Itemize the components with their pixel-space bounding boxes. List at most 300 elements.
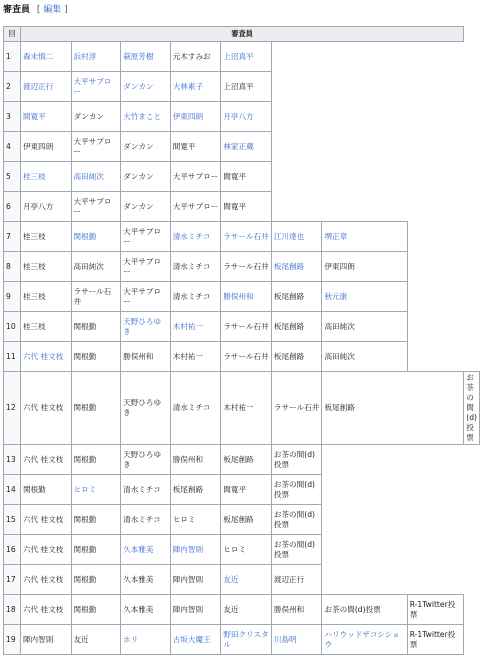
judge-cell: [121, 312, 171, 342]
judge-cell: [71, 72, 121, 102]
judge-cell: [71, 42, 121, 72]
table-row: [4, 625, 480, 655]
judge-cell: [221, 625, 272, 655]
judge-name: 友近: [223, 604, 239, 614]
judge-cell: [221, 312, 272, 342]
judge-name: 陣内智則: [22, 634, 54, 644]
judge-name: ラサール石井: [223, 351, 269, 361]
table-row: [4, 372, 480, 445]
judge-link[interactable]: 友近: [223, 574, 239, 584]
judge-cell: [407, 625, 464, 655]
empty-cell: [271, 192, 322, 222]
judge-name: 高田純次: [324, 351, 355, 361]
judge-name: 間寛平: [223, 484, 247, 494]
judge-cell: [71, 132, 121, 162]
judge-name: 上沼真平: [223, 81, 254, 91]
judge-cell: [20, 282, 71, 312]
judge-name: 勝俣州和: [172, 454, 204, 464]
judge-name: 桂三枝: [22, 231, 46, 241]
judge-name: 勝俣州和: [123, 351, 154, 361]
judge-cell: [121, 475, 171, 505]
judge-cell: [221, 535, 272, 565]
empty-cell: [322, 132, 407, 162]
round-number: 4: [4, 132, 21, 162]
judge-cell: [121, 162, 171, 192]
judge-cell: [221, 102, 272, 132]
judge-link[interactable]: 関根勤: [73, 231, 97, 241]
table-row: [4, 162, 480, 192]
table-row: [4, 445, 480, 475]
judge-name: 間寛平: [223, 171, 247, 181]
judge-name: 陣内智則: [172, 604, 204, 614]
judge-cell: [221, 132, 272, 162]
column-header-round: 回: [4, 27, 21, 42]
round-number: 6: [4, 192, 21, 222]
judge-cell: [121, 595, 171, 625]
table-row: [4, 282, 480, 312]
judge-link[interactable]: 古坂大魔王: [172, 634, 211, 644]
judge-cell: [221, 42, 272, 72]
judge-name: 木村祐一: [223, 403, 254, 412]
judge-link[interactable]: 大竹まこと: [123, 111, 162, 121]
empty-cell: [322, 72, 407, 102]
empty-cell: [271, 162, 322, 192]
judge-cell: [170, 535, 221, 565]
judge-name: 高田純次: [73, 261, 104, 271]
judge-cell: [71, 565, 121, 595]
empty-cell: [407, 102, 464, 132]
judge-link[interactable]: 浜村淳: [73, 51, 97, 61]
judge-name: 関根勤: [73, 321, 97, 331]
judge-link[interactable]: 高田純次: [73, 171, 104, 181]
judge-cell: [221, 372, 272, 445]
judge-name: 六代 桂文枝: [22, 454, 64, 464]
judge-name: 板尾創路: [273, 291, 305, 301]
empty-cell: [322, 192, 407, 222]
judge-cell: [121, 132, 171, 162]
empty-cell: [407, 42, 464, 72]
round-number: 2: [4, 72, 21, 102]
judge-name: 関根勤: [73, 454, 97, 464]
edit-bracket-open: [: [36, 5, 41, 15]
judge-link[interactable]: 江川達也: [273, 231, 305, 241]
judge-name: ヒロミ: [172, 514, 196, 524]
judge-cell: [20, 535, 71, 565]
table-row: [4, 565, 480, 595]
judge-name: 伊東四朗: [324, 261, 355, 271]
judge-cell: [322, 222, 407, 252]
judge-cell: [170, 42, 221, 72]
judge-link[interactable]: 秋元康: [324, 291, 348, 301]
judge-name: 関根勤: [73, 574, 97, 584]
empty-cell: [322, 475, 407, 505]
empty-cell: [407, 72, 464, 102]
judge-name: 関根勤: [73, 604, 97, 614]
judge-cell: [170, 162, 221, 192]
judge-cell: [20, 372, 71, 445]
table-row: [4, 192, 480, 222]
empty-cell: [407, 252, 464, 282]
judge-cell: [71, 312, 121, 342]
table-row: [4, 222, 480, 252]
judge-link[interactable]: 伊東四朗: [172, 111, 204, 121]
edit-bracket-close: ]: [64, 5, 68, 15]
judge-cell: [170, 132, 221, 162]
judge-name: ラサール石井: [73, 286, 112, 306]
empty-cell: [407, 162, 464, 192]
judge-cell: [322, 372, 464, 445]
judge-cell: [20, 102, 71, 132]
round-number: 16: [4, 535, 21, 565]
judge-name: 元木すみお: [172, 51, 211, 61]
judge-cell: [221, 505, 272, 535]
judge-cell: [20, 342, 71, 372]
judge-link[interactable]: 六代 桂文枝: [22, 351, 64, 361]
judge-cell: [322, 595, 407, 625]
judge-name: 天野ひろゆき: [123, 398, 162, 417]
judge-link[interactable]: 陣内智則: [172, 544, 204, 554]
judge-cell: [71, 282, 121, 312]
judge-cell: [271, 282, 322, 312]
judge-cell: [71, 372, 121, 445]
judge-name: お茶の間(d)投票: [466, 373, 477, 442]
table-row: [4, 252, 480, 282]
judge-link[interactable]: 野田クリスタル: [223, 629, 269, 649]
judge-link[interactable]: 上沼真平: [223, 51, 254, 61]
judge-cell: [71, 252, 121, 282]
round-number: 8: [4, 252, 21, 282]
judge-cell: [71, 102, 121, 132]
judge-cell: [71, 625, 121, 655]
judge-name: 関根勤: [73, 351, 97, 361]
judge-name: 板尾創路: [223, 454, 254, 464]
judge-name: お茶の間(d)投票: [273, 449, 315, 469]
judge-name: R-1Twitter投票: [409, 599, 456, 619]
empty-cell: [407, 535, 464, 565]
judge-cell: [71, 192, 121, 222]
judge-link[interactable]: 森末慎二: [22, 51, 54, 61]
judge-cell: [464, 372, 480, 445]
judge-name: 久本雅美: [123, 604, 154, 614]
judge-cell: [71, 475, 121, 505]
judge-cell: [20, 625, 71, 655]
judge-cell: [121, 535, 171, 565]
empty-cell: [322, 505, 407, 535]
judge-cell: [322, 625, 407, 655]
judge-cell: [20, 252, 71, 282]
judge-cell: [20, 72, 71, 102]
judge-name: 六代 桂文枝: [22, 403, 64, 412]
judge-cell: [170, 312, 221, 342]
judge-cell: [170, 505, 221, 535]
judge-cell: [221, 192, 272, 222]
empty-cell: [407, 222, 464, 252]
judge-name: ラサール石井: [223, 261, 269, 271]
judge-name: 板尾創路: [273, 321, 305, 331]
judge-link[interactable]: ハリウッドザコシショウ: [324, 629, 400, 649]
judge-cell: [407, 595, 464, 625]
judge-cell: [121, 222, 171, 252]
judge-name: ダンカン: [73, 111, 104, 121]
section-heading: [3, 2, 68, 18]
round-number: 3: [4, 102, 21, 132]
table-row: [4, 342, 480, 372]
round-number: 5: [4, 162, 21, 192]
judge-name: 大平サブロー: [73, 196, 112, 216]
empty-cell: [407, 505, 464, 535]
judge-cell: [271, 475, 322, 505]
judge-name: ラサール石井: [273, 403, 320, 412]
judge-name: 関根勤: [73, 514, 97, 524]
round-number: 14: [4, 475, 21, 505]
judge-cell: [221, 282, 272, 312]
judge-link[interactable]: 林家正蔵: [223, 141, 254, 151]
judge-cell: [322, 252, 407, 282]
empty-cell: [271, 72, 322, 102]
section-title: 審査員: [3, 5, 31, 15]
judge-cell: [20, 222, 71, 252]
table-row: [4, 475, 480, 505]
judge-link[interactable]: 天野ひろゆき: [123, 316, 162, 336]
judge-cell: [71, 342, 121, 372]
judge-name: ダンカン: [123, 141, 154, 151]
judge-name: 板尾創路: [223, 514, 254, 524]
judge-name: 桂三枝: [22, 321, 46, 331]
judge-name: 清水ミチコ: [172, 261, 211, 271]
table-row: [4, 535, 480, 565]
empty-cell: [407, 445, 464, 475]
judge-name: 六代 桂文枝: [22, 604, 64, 614]
judge-cell: [20, 565, 71, 595]
round-number: 7: [4, 222, 21, 252]
judges-table: [3, 26, 480, 655]
judge-cell: [71, 595, 121, 625]
judge-name: 清水ミチコ: [123, 484, 161, 494]
judge-cell: [20, 475, 71, 505]
judge-name: 大平サブロー: [123, 256, 162, 276]
judge-name: 板尾創路: [324, 403, 355, 412]
judge-cell: [271, 595, 322, 625]
judge-cell: [170, 252, 221, 282]
judge-cell: [271, 312, 322, 342]
round-number: 9: [4, 282, 21, 312]
judge-cell: [170, 625, 221, 655]
judge-name: 大平サブロー: [123, 286, 162, 306]
judge-name: 高田純次: [324, 321, 355, 331]
judge-cell: [20, 505, 71, 535]
judge-cell: [20, 42, 71, 72]
judge-cell: [221, 445, 272, 475]
round-number: 19: [4, 625, 21, 655]
judge-cell: [121, 565, 171, 595]
empty-cell: [407, 342, 464, 372]
judge-name: 大平サブロー: [172, 201, 219, 211]
judge-name: 友近: [73, 634, 89, 644]
empty-cell: [322, 445, 407, 475]
judge-cell: [221, 252, 272, 282]
judge-link[interactable]: 川島明: [273, 634, 297, 644]
table-row: [4, 132, 480, 162]
empty-cell: [271, 102, 322, 132]
round-number: 18: [4, 595, 21, 625]
judge-name: 勝俣州和: [273, 604, 305, 614]
judge-link[interactable]: ホリ: [123, 634, 139, 644]
judge-cell: [271, 625, 322, 655]
judge-cell: [221, 475, 272, 505]
judge-name: 大平サブロー: [123, 226, 162, 246]
judge-cell: [271, 445, 322, 475]
judge-name: 六代 桂文枝: [22, 514, 64, 524]
empty-cell: [322, 565, 407, 595]
judge-link[interactable]: 清水ミチコ: [172, 231, 211, 241]
judge-link[interactable]: 大林素子: [172, 81, 204, 91]
judge-cell: [121, 42, 171, 72]
judge-cell: [121, 72, 171, 102]
judge-name: お茶の間(d)投票: [273, 479, 315, 499]
judge-name: 関根勤: [73, 403, 97, 412]
judge-link[interactable]: 木村祐一: [172, 321, 204, 331]
table-row: [4, 505, 480, 535]
judge-link[interactable]: 堺正章: [324, 231, 348, 241]
round-number: 1: [4, 42, 21, 72]
judge-name: 六代 桂文枝: [22, 544, 64, 554]
judge-cell: [20, 162, 71, 192]
empty-cell: [407, 192, 464, 222]
judge-name: 桂三枝: [22, 291, 46, 301]
judge-name: 間寛平: [172, 141, 196, 151]
judge-name: 間寛平: [223, 201, 247, 211]
edit-link[interactable]: 編集: [43, 5, 62, 15]
judge-link[interactable]: ヒロミ: [73, 484, 97, 494]
judge-link[interactable]: 間寛平: [22, 111, 46, 121]
empty-cell: [407, 132, 464, 162]
judge-cell: [121, 192, 171, 222]
judge-cell: [170, 102, 221, 132]
empty-cell: [407, 282, 464, 312]
empty-cell: [322, 535, 407, 565]
judge-name: 天野ひろゆき: [123, 449, 162, 469]
judge-name: お茶の間(d)投票: [273, 509, 315, 529]
judge-name: ダンカン: [123, 171, 154, 181]
judge-cell: [121, 252, 171, 282]
empty-cell: [322, 162, 407, 192]
empty-cell: [407, 475, 464, 505]
judge-link[interactable]: ダンカン: [123, 81, 154, 91]
judge-cell: [170, 72, 221, 102]
judge-link[interactable]: ラサール石井: [223, 231, 269, 241]
judge-name: 板尾創路: [172, 484, 204, 494]
round-number: 11: [4, 342, 21, 372]
judge-cell: [20, 132, 71, 162]
empty-cell: [271, 132, 322, 162]
round-number: 10: [4, 312, 21, 342]
table-row: [4, 595, 480, 625]
judge-cell: [121, 372, 171, 445]
judge-cell: [271, 565, 322, 595]
judge-cell: [121, 102, 171, 132]
judge-cell: [71, 535, 121, 565]
judge-cell: [170, 372, 221, 445]
round-number: 15: [4, 505, 21, 535]
round-number: 17: [4, 565, 21, 595]
table-row: [4, 42, 480, 72]
judge-cell: [221, 162, 272, 192]
judge-name: 関根勤: [73, 544, 97, 554]
round-number: 12: [4, 372, 21, 445]
judge-cell: [221, 565, 272, 595]
judge-name: 大平サブロー: [172, 171, 219, 181]
judge-cell: [271, 252, 322, 282]
judge-cell: [20, 312, 71, 342]
judge-name: 久本雅美: [123, 574, 154, 584]
judge-name: ダンカン: [123, 201, 154, 211]
judge-cell: [170, 475, 221, 505]
judge-cell: [170, 445, 221, 475]
judge-link[interactable]: 板尾創路: [273, 261, 305, 271]
judge-cell: [170, 595, 221, 625]
judge-name: 木村祐一: [172, 351, 204, 361]
judge-cell: [221, 342, 272, 372]
empty-cell: [322, 102, 407, 132]
table-row: [4, 312, 480, 342]
judge-link[interactable]: 月亭八方: [223, 111, 254, 121]
table-row: [4, 102, 480, 132]
empty-cell: [407, 312, 464, 342]
judge-name: 清水ミチコ: [172, 403, 211, 412]
judge-name: 大平サブロー: [73, 136, 112, 156]
table-row: [4, 72, 480, 102]
judge-link[interactable]: 久本雅美: [123, 544, 154, 554]
empty-cell: [407, 565, 464, 595]
empty-cell: [271, 42, 322, 72]
judge-link[interactable]: 萩原芳樹: [123, 51, 154, 61]
judge-cell: [221, 222, 272, 252]
judge-name: 陣内智則: [172, 574, 204, 584]
judge-link[interactable]: 桂三枝: [22, 171, 46, 181]
judge-link[interactable]: 渡辺正行: [22, 81, 54, 91]
judge-name: 桂三枝: [22, 261, 46, 271]
judge-name: 清水ミチコ: [123, 514, 161, 524]
judge-cell: [271, 342, 322, 372]
judge-name: 伊東四朗: [22, 141, 54, 151]
judge-name: 清水ミチコ: [172, 291, 211, 301]
judge-cell: [322, 342, 407, 372]
judge-cell: [121, 342, 171, 372]
judge-cell: [71, 505, 121, 535]
judge-name: 六代 桂文枝: [22, 574, 64, 584]
judge-cell: [121, 282, 171, 312]
judge-cell: [221, 595, 272, 625]
judge-link[interactable]: 勝俣州和: [223, 291, 254, 301]
judge-name: R-1Twitter投票: [409, 629, 456, 649]
judge-name: 関根勤: [22, 484, 46, 494]
judge-cell: [271, 505, 322, 535]
judge-cell: [20, 595, 71, 625]
judge-cell: [221, 72, 272, 102]
judge-link[interactable]: 大平サブロー: [73, 76, 112, 96]
judge-cell: [322, 282, 407, 312]
judge-cell: [170, 282, 221, 312]
judge-name: ラサール石井: [223, 321, 269, 331]
judge-cell: [170, 565, 221, 595]
judge-cell: [170, 222, 221, 252]
judges-table-body: [4, 42, 480, 655]
judge-name: お茶の間(d)投票: [324, 604, 381, 614]
judge-cell: [271, 222, 322, 252]
judge-cell: [121, 625, 171, 655]
judge-name: お茶の間(d)投票: [273, 539, 315, 559]
judge-cell: [20, 192, 71, 222]
